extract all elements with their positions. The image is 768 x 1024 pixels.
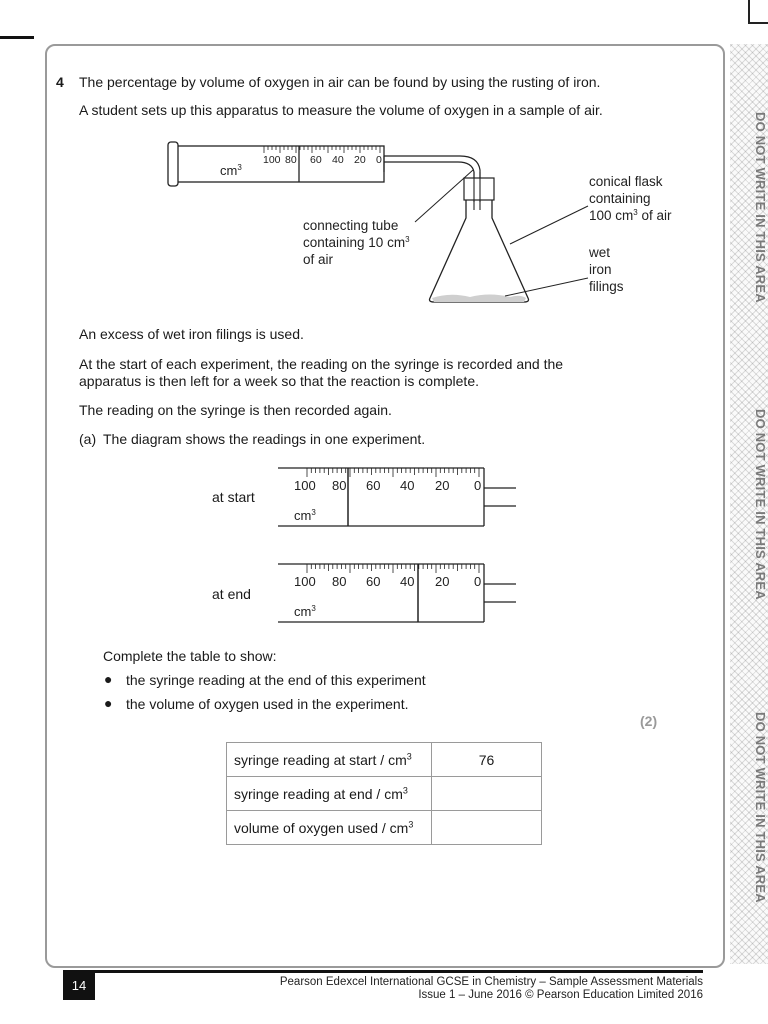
iron-filings [432,295,526,303]
start-syringe [278,468,516,526]
start-scale-40: 40 [400,478,415,493]
page-number: 14 [63,970,95,1000]
end-scale-80: 80 [332,574,347,589]
bullet-text-1: the syringe reading at the end of this experiment [126,672,426,688]
start-scale-80: 80 [332,478,347,493]
answer-table [226,742,542,845]
question-number: 4 [56,74,64,90]
end-scale-20: 20 [435,574,450,589]
conical-flask [430,200,529,302]
start-scale-0: 0 [474,478,482,493]
filings-label-line1: wet [589,245,611,260]
start-scale-60: 60 [366,478,381,493]
start-unit: $cm^3$ [294,508,316,523]
at-start-label: at start [212,489,255,505]
top-left-rule [0,36,34,39]
flask-label-line3: 100 $cm^3$ of air [589,208,672,223]
table-label-end: syringe reading at end / $cm^3$ [227,777,432,811]
table-value-start: 76 [432,743,542,777]
syringe-scale-0: 0 [376,154,382,166]
syringe-scale-40: 40 [332,154,344,166]
bullet-text-2: the volume of oxygen used in the experiment. [126,696,409,712]
part-a-text: The diagram shows the readings in one experiment. [103,431,426,447]
complete-table-instruction: Complete the table to show: [103,648,277,664]
flask-stopper [464,178,494,200]
tube-label-line3: of air [303,252,334,267]
bullet-dot-1: ● [104,671,113,687]
end-scale-100: 100 [294,574,316,589]
filings-label-line2: iron [589,262,612,277]
table-answer-oxygen[interactable] [432,811,542,845]
margin-warning-3: DO NOT WRITE IN THIS AREA [753,712,768,903]
syringe-scale-100: 100 [263,154,281,166]
footer-line2: Issue 1 – June 2016 © Pearson Education Limited 2016 [418,989,703,1001]
at-end-label: at end [212,586,251,602]
footer-line1: Pearson Edexcel International GCSE in Chemistry – Sample Assessment Materials [279,976,703,988]
filings-label-line [505,278,588,296]
margin-warning-1: DO NOT WRITE IN THIS AREA [753,112,768,303]
filings-label-line3: filings [589,279,624,294]
question-setup: A student sets up this apparatus to measure the volume of oxygen in a sample of air. [79,102,603,118]
footer-rule [63,970,703,973]
table-row [227,743,542,777]
bullet-dot-2: ● [104,695,113,711]
syringe-scale-80: 80 [285,154,297,166]
marks-indicator: (2) [640,713,658,729]
end-scale-60: 60 [366,574,381,589]
no-write-margin [730,44,768,964]
end-syringe [278,564,516,622]
flask-label-line [510,206,588,244]
syringe-end-cap [168,142,178,186]
margin-warning-2: DO NOT WRITE IN THIS AREA [753,409,768,600]
end-scale-40: 40 [400,574,415,589]
table-row [227,811,542,845]
para-start-line2: apparatus is then left for a week so that the reaction is complete. [79,373,479,389]
question-intro: The percentage by volume of oxygen in air can be found by using the rusting of iron. [79,74,601,90]
tube-label-line2: containing 10 $cm^3$ [303,235,410,250]
table-answer-end[interactable] [432,777,542,811]
footer-text [280,976,703,1002]
syringe-scale-20: 20 [354,154,366,166]
syringe-scale-60: 60 [310,154,322,166]
syringe-unit: $cm^3$ [220,163,242,178]
end-unit: $cm^3$ [294,604,316,619]
syringe-readings-diagram [270,460,530,640]
part-a-label: (a) [79,431,97,447]
flask-label-line1: conical flask [589,174,663,189]
para-excess: An excess of wet iron filings is used. [79,326,304,342]
para-recorded: The reading on the syringe is then recorded again. [79,402,392,418]
start-scale-100: 100 [294,478,316,493]
table-label-oxygen: volume of oxygen used / $cm^3$ [227,811,432,845]
end-scale-0: 0 [474,574,482,589]
para-start-line1: At the start of each experiment, the reading on the syringe is recorded and the [79,356,564,372]
start-scale-20: 20 [435,478,450,493]
flask-label-line2: containing [589,191,651,206]
tube-label-line1: connecting tube [303,218,399,233]
table-label-start: syringe reading at start / $cm^3$ [227,743,432,777]
apparatus-diagram [160,132,700,312]
table-row [227,777,542,811]
crop-mark [748,0,768,24]
